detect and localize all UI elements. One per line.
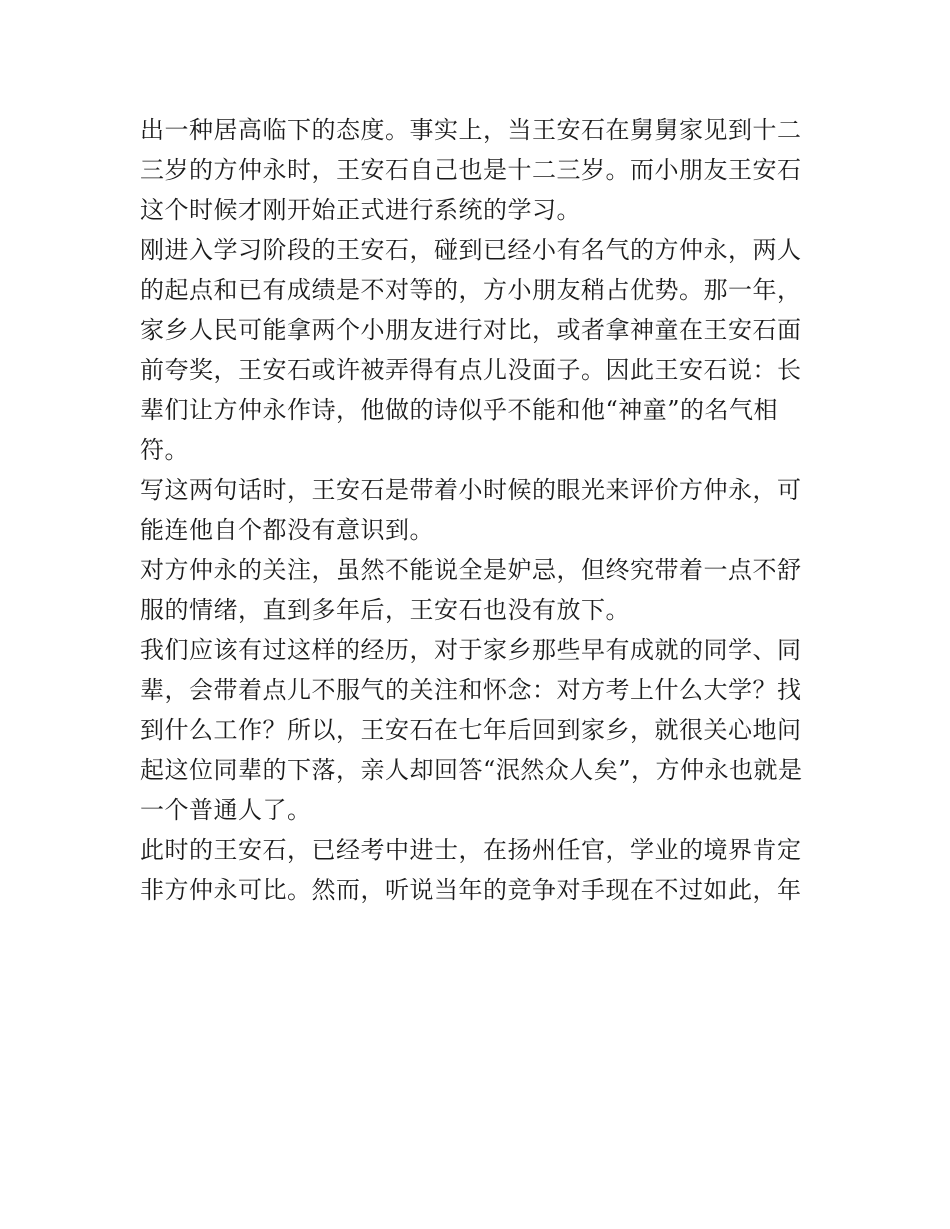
- paragraph-1: [140, 110, 820, 230]
- paragraph-4: [140, 550, 820, 630]
- text-line: 此时的王安石，已经考中进士，在扬州任官，学业的境界肯定: [140, 836, 802, 864]
- text-line: 出一种居高临下的态度。事实上，当王安石在舅舅家见到十二: [140, 116, 802, 144]
- text-line: 我们应该有过这样的经历，对于家乡那些早有成就的同学、同: [140, 636, 802, 664]
- text-line: 符。: [140, 436, 189, 464]
- paragraph-2: [140, 230, 820, 470]
- text-line: 一个普通人了。: [140, 796, 312, 824]
- text-line: 刚进入学习阶段的王安石，碰到已经小有名气的方仲永，两人: [140, 236, 802, 264]
- text-line: 辈，会带着点儿不服气的关注和怀念：对方考上什么大学？找: [140, 676, 802, 704]
- paragraph-5: [140, 630, 820, 830]
- text-line: 辈们让方仲永作诗，他做的诗似乎不能和他“神童”的名气相: [140, 396, 779, 424]
- text-line: 对方仲永的关注，虽然不能说全是妒忌，但终究带着一点不舒: [140, 556, 802, 584]
- paragraph-6: [140, 830, 820, 910]
- text-line: 服的情绪，直到多年后，王安石也没有放下。: [140, 596, 630, 624]
- text-line: 前夸奖，王安石或许被弄得有点儿没面子。因此王安石说：长: [140, 356, 802, 384]
- text-line: 家乡人民可能拿两个小朋友进行对比，或者拿神童在王安石面: [140, 316, 802, 344]
- paragraph-3: [140, 470, 820, 550]
- text-line: 起这位同辈的下落，亲人却回答“泯然众人矣”，方仲永也就是: [140, 756, 803, 784]
- document-body: [140, 110, 820, 910]
- text-line: 到什么工作？所以，王安石在七年后回到家乡，就很关心地问: [140, 716, 802, 744]
- text-line: 三岁的方仲永时，王安石自己也是十二三岁。而小朋友王安石: [140, 156, 802, 184]
- text-line: 能连他自个都没有意识到。: [140, 516, 434, 544]
- text-line: 这个时候才刚开始正式进行系统的学习。: [140, 196, 581, 224]
- text-line: 的起点和已有成绩是不对等的，方小朋友稍占优势。那一年，: [140, 276, 802, 304]
- text-line: 写这两句话时，王安石是带着小时候的眼光来评价方仲永，可: [140, 476, 802, 504]
- text-line: 非方仲永可比。然而，听说当年的竞争对手现在不过如此，年: [140, 876, 802, 904]
